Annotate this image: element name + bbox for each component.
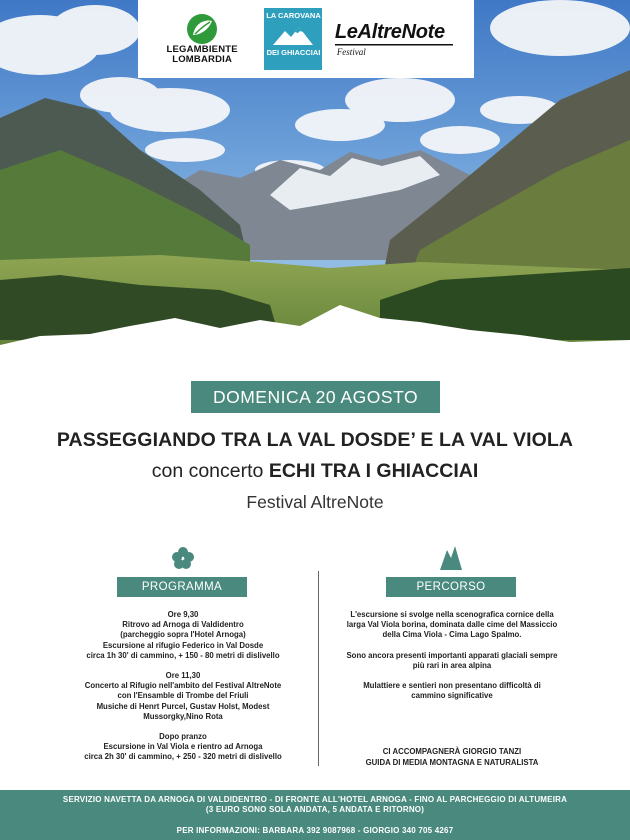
altrenote-logo — [335, 21, 460, 57]
prog-line: circa 2h 30' di cammino, + 250 - 320 metri di dislivello — [84, 752, 282, 762]
logo-banner — [138, 0, 474, 78]
carovana-logo — [264, 8, 322, 70]
contact-info: PER INFORMAZIONI: BARBARA 392 9087968 - GIORGIO 340 705 4267 — [176, 826, 454, 835]
guide-role: GUIDA DI MEDIA MONTAGNA E NATURALISTA — [365, 757, 539, 767]
altrenote-tagline: Festival — [336, 47, 366, 57]
event-title: PASSEGGIANDO TRA LA VAL DOSDE’ E LA VAL VIOLA — [56, 429, 574, 451]
prog-time-1: Ore 9,30 — [167, 610, 199, 619]
carovana-line2: DEI GHIACCIAI — [266, 48, 321, 57]
prog-line: Mussorgky,Nino Rota — [143, 711, 223, 721]
perc-line: cammino significative — [411, 691, 493, 701]
shuttle-price: (3 EURO SONO SOLA ANDATA, 5 ANDATA E RITORNO) — [205, 805, 425, 814]
event-date-badge: DOMENICA 20 AGOSTO — [191, 381, 440, 413]
programma-text — [58, 610, 308, 763]
concert-name: ECHI TRA I GHIACCIAI — [268, 460, 479, 482]
prog-line: con l'Ensamble di Trombe del Friuli — [117, 691, 249, 701]
prog-line: Ritrovo ad Arnoga di Valdidentro — [122, 620, 244, 630]
footer-info — [0, 790, 630, 840]
guide-name: CI ACCOMPAGNERÀ GIORGIO TANZI — [382, 747, 522, 757]
legambiente-logo — [152, 13, 252, 65]
subtitle-prefix: con concerto — [151, 460, 269, 482]
prog-line: Escursione in Val Viola e rientro ad Arnoga — [103, 742, 263, 752]
shuttle-info: SERVIZIO NAVETTA DA ARNOGA DI VALDIDENTRO - DI FRONTE ALL'HOTEL ARNOGA - FINO AL PARCHEGGIO DI ALTUMEIRA — [62, 795, 568, 804]
carovana-mountain-icon — [271, 23, 315, 47]
festival-name: Festival AltreNote — [246, 492, 384, 512]
event-subtitle — [0, 460, 630, 483]
programma-heading: PROGRAMMA — [117, 577, 247, 597]
percorso-heading: PERCORSO — [386, 577, 516, 597]
prog-line: Escursione al rifugio Federico in Val Dosde — [102, 640, 264, 650]
perc-line: Sono ancora presenti importanti apparati glaciali sempre — [346, 650, 558, 660]
legambiente-name: LEGAMBIENTE — [166, 44, 238, 55]
legambiente-region: LOMBARDIA — [172, 54, 233, 65]
carovana-line1: LA CAROVANA — [266, 11, 321, 20]
mountain-icon — [438, 544, 464, 572]
perc-line: Mulattiere e sentieri non presentano difficoltà di — [363, 681, 541, 691]
prog-time-3: Dopo pranzo — [159, 732, 207, 742]
perc-line: più rari in area alpina — [412, 660, 492, 670]
percorso-text — [328, 610, 576, 768]
flower-icon — [170, 545, 196, 571]
column-divider — [318, 571, 319, 766]
altrenote-name: LeAltreNote — [334, 21, 445, 43]
legambiente-leaf-icon — [185, 13, 219, 45]
prog-time-2: Ore 11,30 — [165, 671, 201, 681]
perc-line: larga Val Viola borina, dominata dalle cime del Massiccio — [346, 620, 558, 630]
prog-line: Concerto al Rifugio nell'ambito del Festival AltreNote — [84, 681, 282, 691]
perc-line: della Cima Viola - Cima Lago Spalmo. — [382, 630, 522, 640]
prog-line: (parcheggio sopra l'Hotel Arnoga) — [120, 630, 246, 640]
perc-line: L'escursione si svolge nella scenografica cornice della — [350, 610, 554, 619]
prog-line: Musiche di Henrt Purcel, Gustav Holst, Modest — [96, 701, 270, 711]
prog-line: circa 1h 30' di cammino, + 150 - 80 metri di dislivello — [86, 650, 280, 660]
